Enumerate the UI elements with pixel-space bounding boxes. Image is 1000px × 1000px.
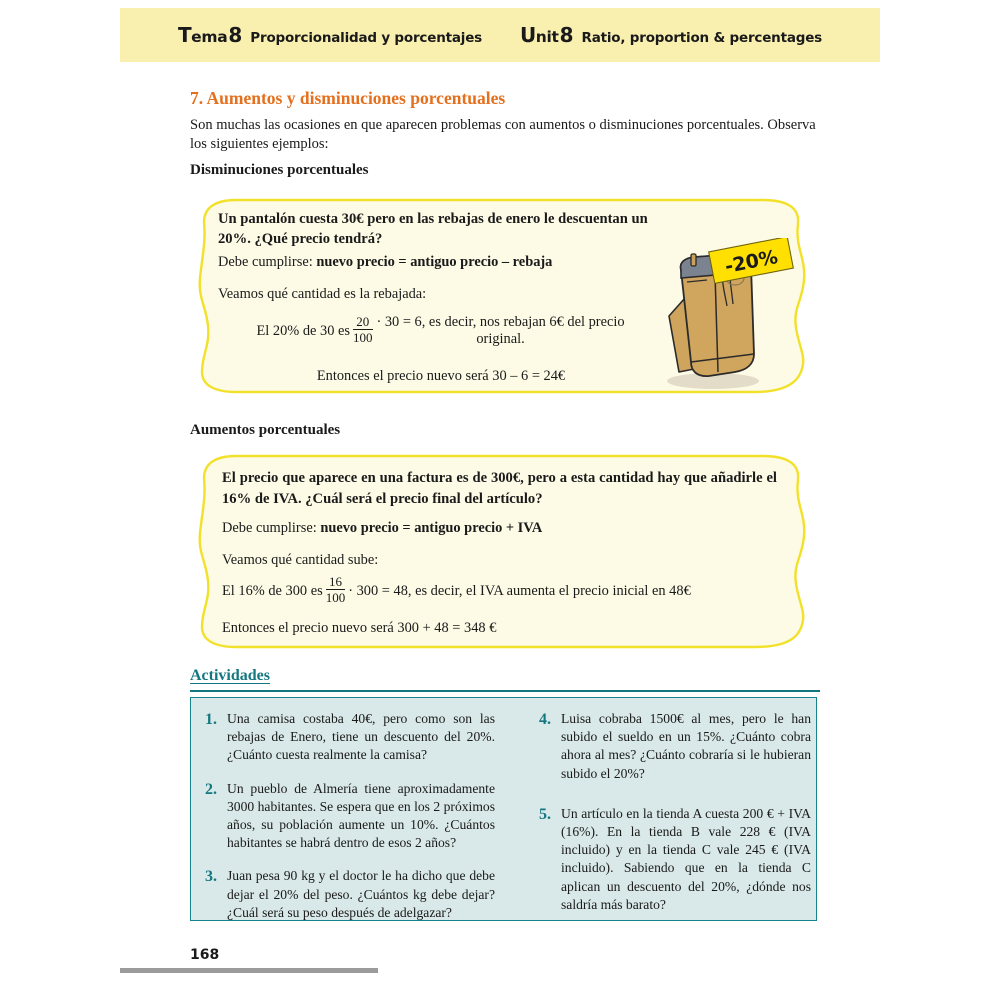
activity-item bbox=[205, 710, 495, 765]
increase-calc-suffix: · 300 = 48, es decir, el IVA aumenta el precio inicial en 48€ bbox=[348, 582, 691, 599]
header-topic-number: 8 bbox=[228, 23, 243, 47]
footer-rule bbox=[120, 968, 378, 973]
page-number: 168 bbox=[190, 947, 220, 963]
activity-item bbox=[205, 780, 495, 853]
increase-rule-line bbox=[222, 520, 542, 537]
activity-item bbox=[539, 805, 811, 914]
subheading-decreases: Disminuciones porcentuales bbox=[190, 162, 369, 178]
example-box-increase bbox=[188, 452, 813, 651]
activity-number: 2. bbox=[205, 780, 217, 798]
header-unit-initial: U bbox=[519, 23, 536, 47]
activity-item bbox=[539, 710, 811, 783]
header-topic-spanish bbox=[178, 23, 482, 47]
activity-number: 1. bbox=[205, 711, 217, 728]
activity-text: Un artículo en la tienda A cuesta 200 € + IVA (16%). En la tienda B vale 228 € (IVA incluido) y en la tienda C vale 245 € (IVA incluido). Sabiendo que en la tienda C aplican un descuento del 20%, ¿dónde nos saldría más barato? bbox=[561, 805, 811, 912]
activity-text: Juan pesa 90 kg y el doctor le ha dicho que debe dejar el 20% del peso. ¿Cuántos kg debe dejar? ¿Cuál será su peso después de adelgazar? bbox=[227, 868, 495, 920]
activities-column-right bbox=[539, 710, 811, 929]
increase-result: Entonces el precio nuevo será 300 + 48 = 348 € bbox=[222, 620, 497, 636]
increase-calculation bbox=[222, 576, 782, 606]
section-intro-paragraph: Son muchas las ocasiones en que aparecen problemas con aumentos o disminuciones porcentuales. Observa los siguientes ejemplos: bbox=[190, 117, 816, 152]
header-topic-initial: T bbox=[177, 23, 192, 47]
decrease-rule-formula: nuevo precio = antiguo precio – rebaja bbox=[316, 254, 553, 270]
subheading-increases: Aumentos porcentuales bbox=[190, 422, 341, 438]
activity-number: 5. bbox=[539, 805, 551, 823]
decrease-fraction bbox=[353, 315, 373, 345]
increase-calc-line bbox=[222, 576, 782, 606]
decrease-rule-label: Debe cumplirse: bbox=[218, 254, 313, 270]
activities-heading: Actividades bbox=[190, 667, 270, 684]
decrease-fraction-numerator: 20 bbox=[356, 314, 370, 329]
header-unit-number: 8 bbox=[559, 23, 574, 47]
increase-fraction-denominator: 100 bbox=[325, 590, 346, 605]
header-unit-word: nit bbox=[535, 28, 559, 46]
activities-box bbox=[190, 697, 817, 921]
activity-number: 3. bbox=[205, 868, 217, 886]
increase-fraction-numerator: 16 bbox=[328, 574, 342, 589]
decrease-question: Un pantalón cuesta 30€ pero en las rebajas de enero le descuentan un 20%. ¿Qué precio tendrá? bbox=[218, 211, 648, 247]
discount-tag-label: -20% bbox=[723, 246, 780, 278]
page-header-band bbox=[120, 8, 880, 62]
header-topic-word: ema bbox=[191, 28, 228, 46]
decrease-calc-prefix: El 20% de 30 es bbox=[256, 322, 351, 339]
decrease-calculation bbox=[216, 314, 666, 348]
increase-rule-formula: nuevo precio = antiguo precio + IVA bbox=[320, 520, 543, 536]
decrease-calc-line bbox=[216, 314, 666, 348]
increase-lead-text: Veamos qué cantidad sube: bbox=[222, 552, 379, 568]
header-topic-english bbox=[520, 23, 822, 47]
activity-text: Luisa cobraba 1500€ al mes, pero le han subido el sueldo en un 15%. ¿Cuánto cobra ahora al mes? ¿Cuánto cobraría si le hubieran subido el 20%? bbox=[561, 711, 811, 781]
page-header-content bbox=[120, 8, 880, 62]
trousers-illustration bbox=[655, 238, 795, 393]
decrease-fraction-denominator: 100 bbox=[353, 330, 373, 345]
activity-text: Una camisa costaba 40€, pero como son las rebajas de Enero, tiene un descuento del 20%. ¿Cuánto cuesta realmente la camisa? bbox=[227, 711, 495, 763]
activity-number: 4. bbox=[539, 711, 551, 728]
decrease-lead-text: Veamos qué cantidad es la rebajada: bbox=[218, 286, 427, 302]
increase-question: El precio que aparece en una factura es de 300€, pero a esta cantidad hay que añadirle el 16% de IVA. ¿Cuál será el precio final del artículo? bbox=[222, 470, 777, 507]
header-unit-subtitle: Ratio, proportion & percentages bbox=[581, 30, 823, 46]
increase-calc-prefix: El 16% de 300 es bbox=[222, 582, 323, 599]
activity-text: Un pueblo de Almería tiene aproximadamente 3000 habitantes. Se espera que en los 2 próximos años, su población aumente un 10%. ¿Cuántos habitantes se habrá dentro de esos 2 años? bbox=[227, 780, 495, 851]
increase-fraction bbox=[326, 575, 346, 605]
activities-column-left bbox=[205, 710, 495, 937]
section-title: 7. Aumentos y disminuciones porcentuales bbox=[190, 88, 506, 108]
discount-tag bbox=[709, 238, 794, 283]
activities-divider bbox=[190, 690, 820, 692]
increase-rule-label: Debe cumplirse: bbox=[222, 520, 317, 536]
activity-item bbox=[205, 867, 495, 922]
decrease-rule-line bbox=[218, 254, 552, 271]
decrease-result: Entonces el precio nuevo será 30 – 6 = 24€ bbox=[316, 368, 566, 384]
decrease-calc-suffix: · 30 = 6, es decir, nos rebajan 6€ del precio original. bbox=[376, 314, 625, 347]
header-topic-subtitle: Proporcionalidad y porcentajes bbox=[250, 30, 482, 46]
